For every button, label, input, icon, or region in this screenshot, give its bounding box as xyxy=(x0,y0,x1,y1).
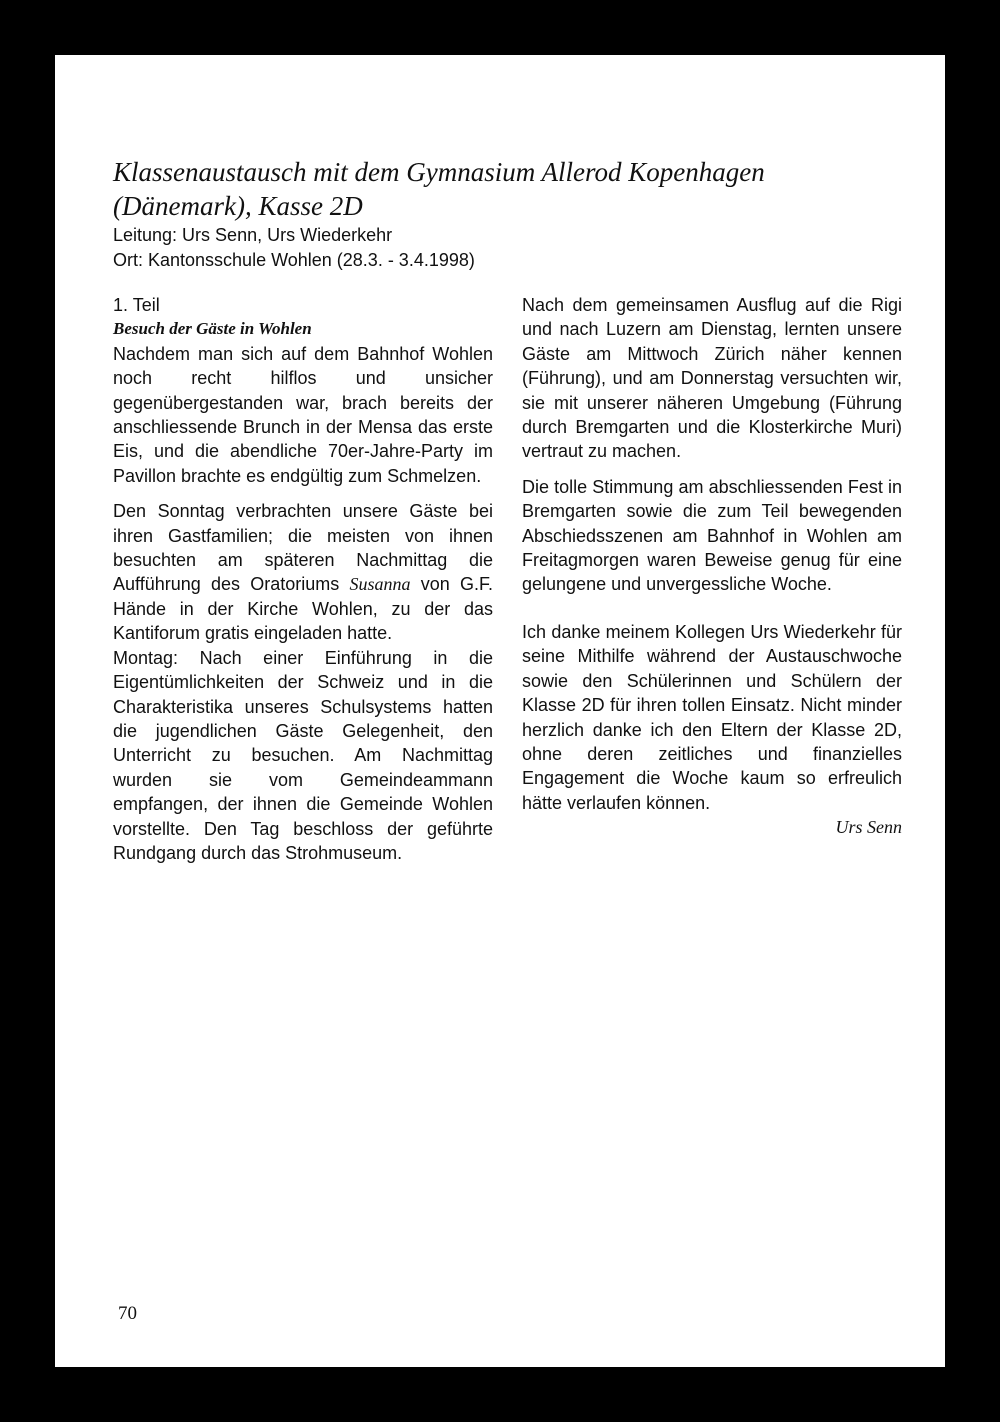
paragraph-sunday-text-2: von G.F. Hände in der Kirche Wohlen, zu der das Kantiforum gratis eingeladen hatte. xyxy=(113,574,493,644)
document-page xyxy=(55,55,945,1367)
paragraph-monday: Montag: Nach einer Einführung in die Eigentümlichkeiten der Schweiz und in die Charakteristika unseres Schulsystems hatten die jugendlichen Gäste Gelegenheit, den Unterricht zu besuchen. Am Nachmittag wurden sie vom Gemeindeammann empfangen, der ihnen die Gemeinde Wohlen vorstellte. Den Tag beschloss der geführte Rundgang durch das Strohmuseum. xyxy=(113,647,493,863)
author-signature: Urs Senn xyxy=(835,817,902,838)
right-column xyxy=(522,293,902,840)
leitung-line: Leitung: Urs Senn, Urs Wiederkehr xyxy=(113,225,393,245)
section-subtitle: Besuch der Gäste in Wohlen xyxy=(113,319,312,339)
paragraph-sunday-text-1: Den Sonntag verbrachten unsere Gäste bei ihren Gastfamilien; die meisten von ihnen besuchten am späteren Nachmittag die Aufführung des Oratoriums xyxy=(113,501,493,595)
paragraph-arrival: Nachdem man sich auf dem Bahnhof Wohlen noch recht hilflos und unsicher gegenübergestanden war, brach bereits der anschliessende Brunch in der Mensa das erste Eis, und die abendliche 70er-Jahre-Party im Pavillon brachte es endgültig zum Schmelzen. xyxy=(113,343,493,486)
paragraph-farewell: Die tolle Stimmung am abschliessenden Fest in Bremgarten sowie die zum Teil bewegenden Abschiedsszenen am Bahnhof in Wohlen am Freitagmorgen waren Beweise genug für eine gelungene und unvergessliche Woche. xyxy=(522,476,902,595)
left-column xyxy=(113,293,493,865)
page-number: 70 xyxy=(118,1303,137,1324)
article-title: Klassenaustausch mit dem Gymnasium Allerod Kopenhagen (Dänemark), Kasse 2D xyxy=(113,157,765,221)
ort-line: Ort: Kantonsschule Wohlen (28.3. - 3.4.1998) xyxy=(113,250,475,270)
article-meta xyxy=(113,223,475,273)
paragraph-thanks: Ich danke meinem Kollegen Urs Wiederkehr für seine Mithilfe während der Austauschwoche sowie den Schülerinnen und Schülern der Klasse 2D für ihren tollen Einsatz. Nicht minder herzlich danke ich den Eltern der Klasse 2D, ohne deren zeitliches und finanzielles Engagement die Woche kaum so erfreulich hätte verlaufen können. xyxy=(522,621,902,813)
oratorium-title: Susanna xyxy=(349,574,411,595)
paragraph-sunday xyxy=(113,499,493,645)
paragraph-excursions: Nach dem gemeinsamen Ausflug auf die Rigi und nach Luzern am Dienstag, lernten unsere Gäste am Mittwoch Zürich näher kennen (Führung), und am Donnerstag versuchten wir, sie mit unserer näheren Umgebung (Führung durch Bremgarten und die Klosterkirche Muri) vertraut zu machen. xyxy=(522,295,902,462)
section-label: 1. Teil xyxy=(113,295,160,315)
